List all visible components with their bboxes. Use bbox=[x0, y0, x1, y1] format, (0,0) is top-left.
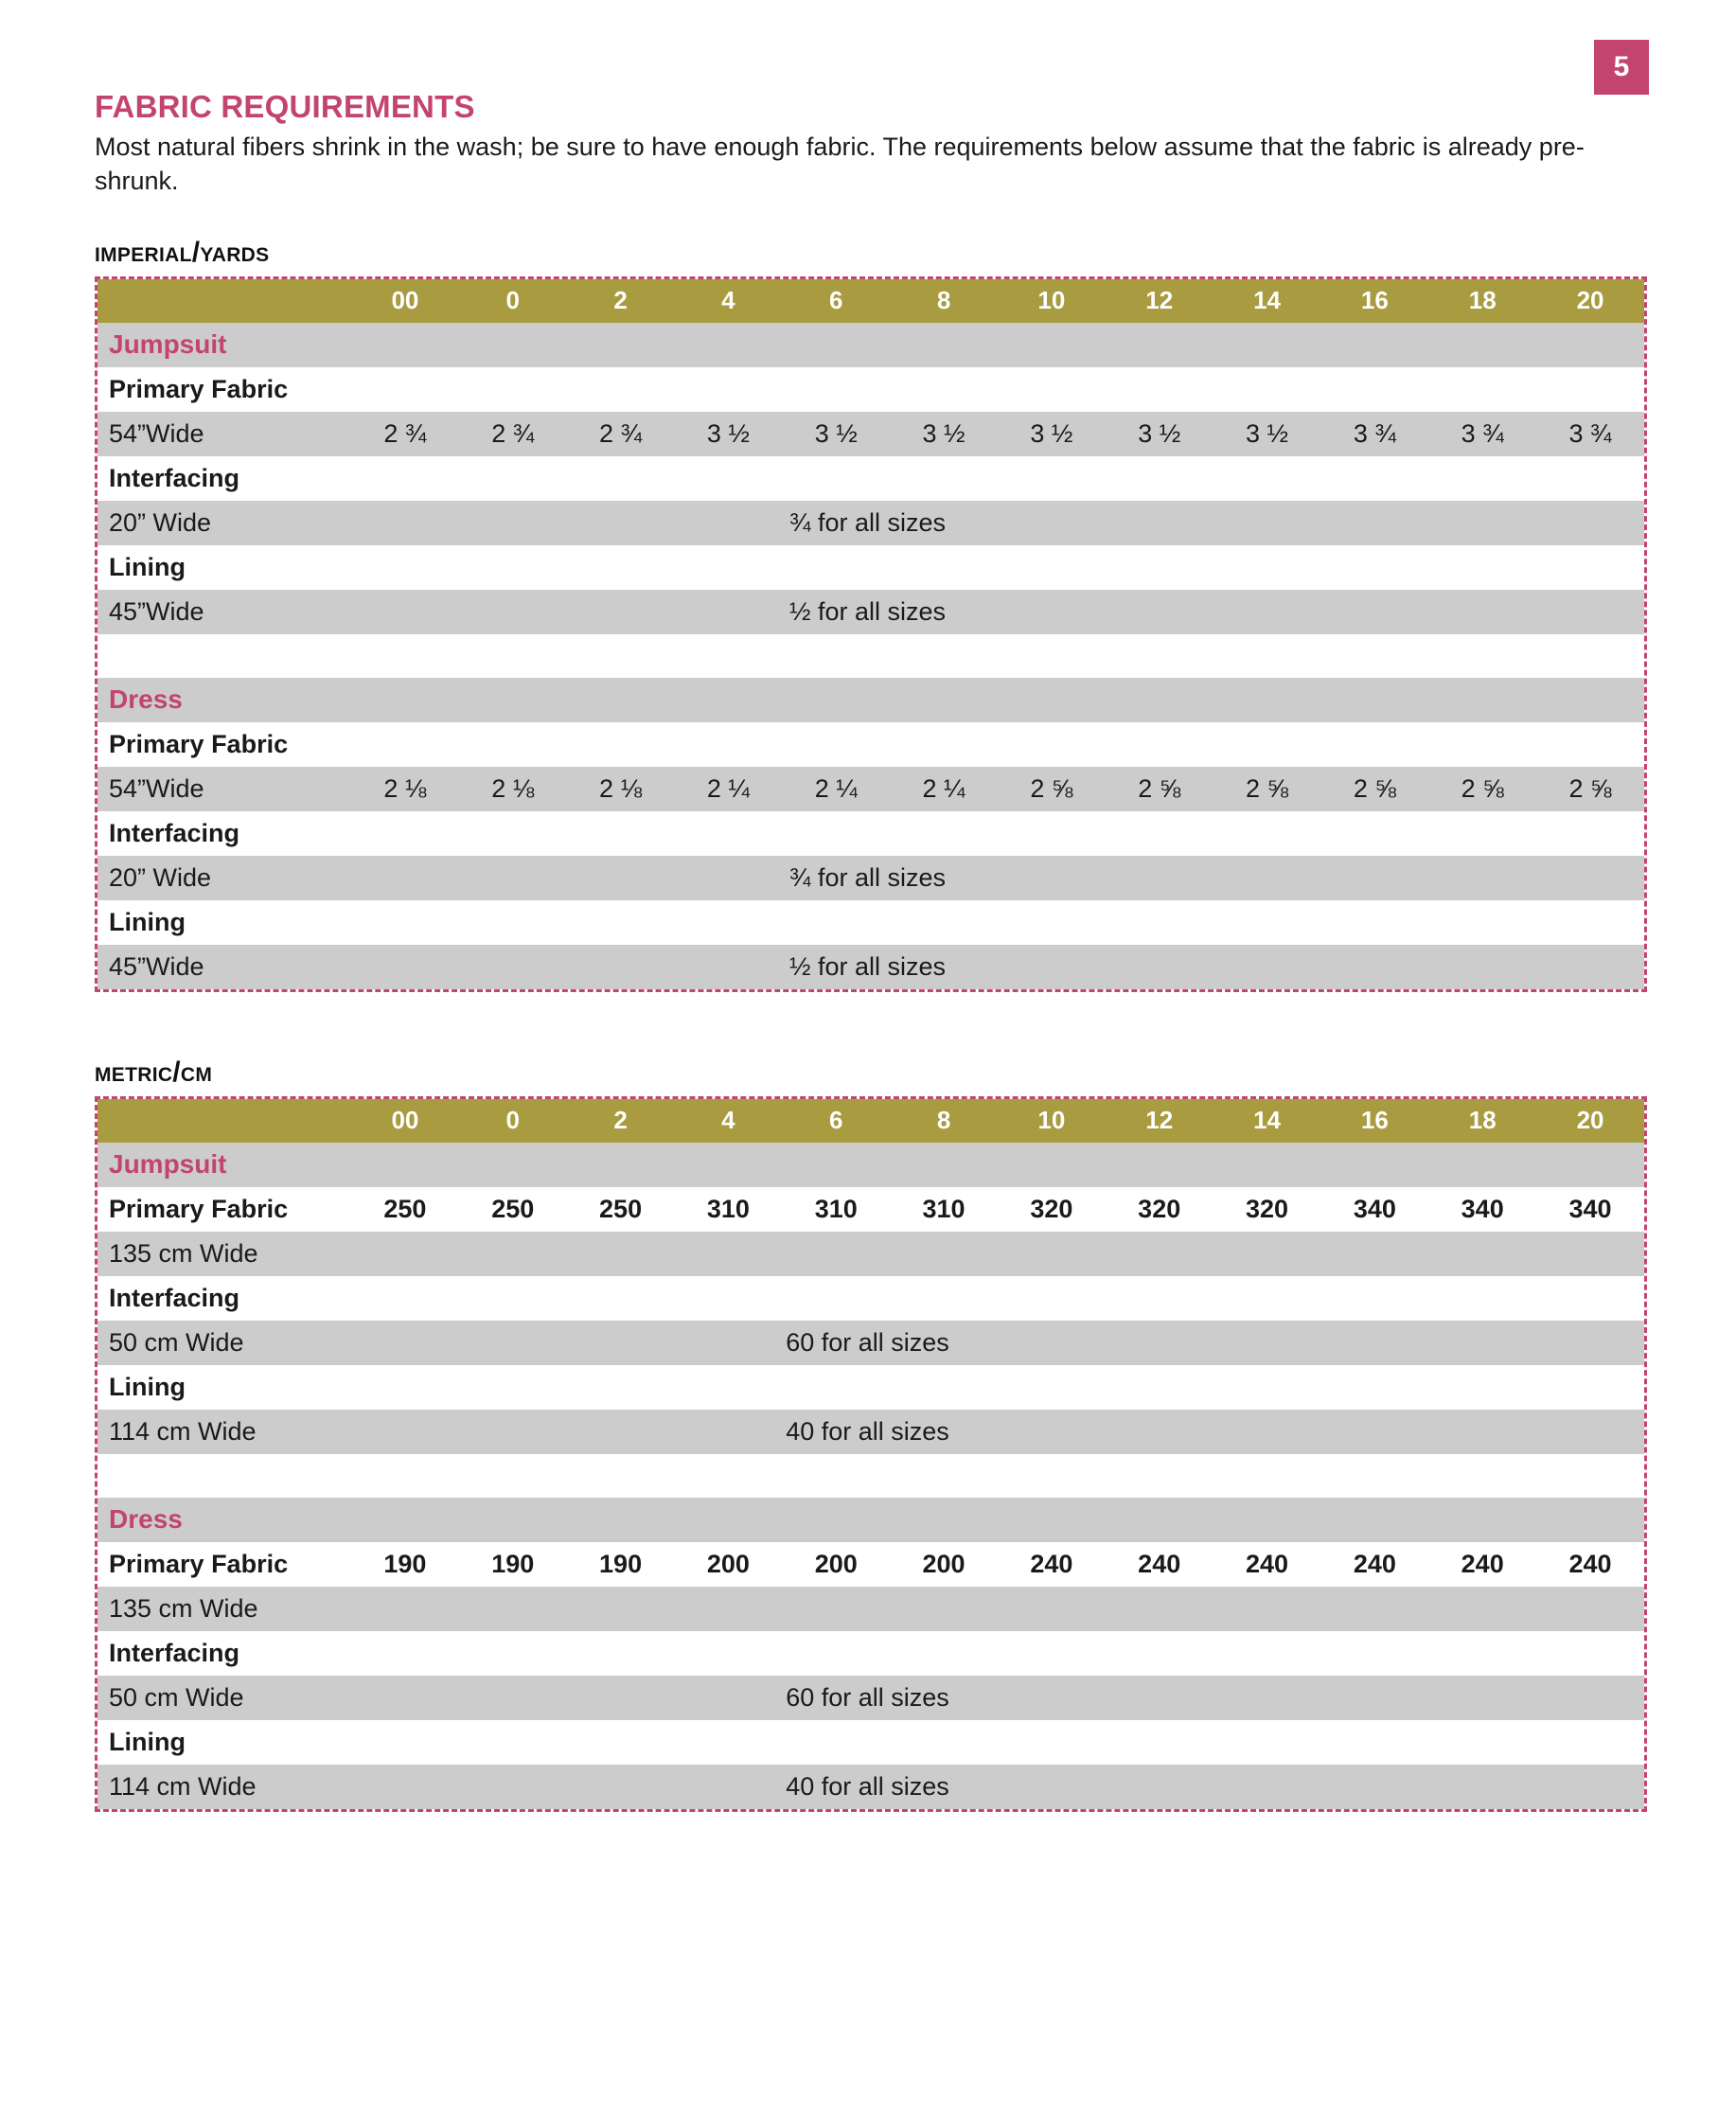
fabric-all-sizes-value: ½ for all sizes bbox=[788, 951, 947, 981]
fabric-value-cell: 2 ⅝ bbox=[1461, 773, 1504, 803]
fabric-width-label: 20” Wide bbox=[109, 507, 212, 537]
fabric-width-label: 20” Wide bbox=[109, 862, 212, 892]
fabric-value-cell: 200 bbox=[814, 1549, 858, 1578]
fabric-value-cell: 320 bbox=[1246, 1194, 1289, 1223]
fabric-group-row bbox=[97, 900, 1644, 945]
size-header-row bbox=[97, 1099, 1644, 1143]
fabric-width-label: 50 cm Wide bbox=[109, 1682, 244, 1712]
fabric-value-cell: 310 bbox=[706, 1194, 750, 1223]
page-number-badge bbox=[1594, 40, 1649, 95]
fabric-data-row bbox=[97, 501, 1644, 545]
fabric-group-label: Lining bbox=[109, 552, 186, 581]
fabric-width-label: 45”Wide bbox=[109, 596, 204, 626]
fabric-group-label: Interfacing bbox=[109, 463, 240, 492]
section-spacer bbox=[97, 634, 1644, 678]
fabric-value-cell: 3 ½ bbox=[1246, 418, 1289, 448]
garment-section-header bbox=[97, 1498, 1644, 1542]
fabric-value-cell: 2 ⅝ bbox=[1030, 773, 1073, 803]
page-number-label: 5 bbox=[1613, 51, 1630, 82]
size-header-cell: 6 bbox=[828, 286, 843, 315]
fabric-value-cell: 3 ¾ bbox=[1568, 418, 1612, 448]
size-header-row bbox=[97, 279, 1644, 323]
fabric-value-cell: 340 bbox=[1461, 1194, 1504, 1223]
fabric-group-label: Interfacing bbox=[109, 818, 240, 847]
fabric-width-label: 114 cm Wide bbox=[109, 1416, 257, 1446]
fabric-group-label: Primary Fabric bbox=[109, 374, 289, 403]
fabric-data-row bbox=[97, 1410, 1644, 1454]
size-header-cell: 20 bbox=[1576, 286, 1604, 315]
size-header-cell: 20 bbox=[1576, 1106, 1604, 1135]
size-header-cell: 8 bbox=[936, 1106, 951, 1135]
fabric-group-label: Primary Fabric bbox=[109, 729, 289, 758]
fabric-data-row bbox=[97, 856, 1644, 900]
fabric-value-cell: 240 bbox=[1353, 1549, 1396, 1578]
garment-section-header bbox=[97, 323, 1644, 367]
garment-name: Dress bbox=[109, 1504, 183, 1535]
fabric-value-cell: 250 bbox=[491, 1194, 535, 1223]
fabric-table bbox=[95, 1096, 1647, 1812]
size-header-cell: 2 bbox=[613, 286, 628, 315]
page-content bbox=[95, 90, 1647, 1812]
fabric-group-row bbox=[97, 1365, 1644, 1410]
size-header-cell: 10 bbox=[1037, 1106, 1066, 1135]
fabric-value-cell: 2 ⅛ bbox=[599, 773, 643, 803]
fabric-all-sizes-value: 40 for all sizes bbox=[786, 1771, 949, 1801]
size-header-cell: 00 bbox=[391, 286, 419, 315]
fabric-data-row bbox=[97, 412, 1644, 456]
fabric-value-cell: 250 bbox=[599, 1194, 643, 1223]
fabric-all-sizes-value: 60 for all sizes bbox=[786, 1327, 949, 1357]
fabric-width-label: 45”Wide bbox=[109, 951, 204, 981]
fabric-table bbox=[95, 276, 1647, 992]
fabric-value-cell: 310 bbox=[922, 1194, 965, 1223]
fabric-value-cell: 3 ½ bbox=[1030, 418, 1073, 448]
fabric-width-label: 135 cm Wide bbox=[109, 1593, 258, 1623]
fabric-width-label: 54”Wide bbox=[109, 418, 204, 448]
fabric-value-cell: 240 bbox=[1246, 1549, 1289, 1578]
fabric-group-label: Lining bbox=[109, 1372, 186, 1401]
fabric-value-cell: 2 ¼ bbox=[706, 773, 750, 803]
garment-name: Dress bbox=[109, 684, 183, 715]
fabric-value-cell: 190 bbox=[599, 1549, 643, 1578]
garment-name: Jumpsuit bbox=[109, 329, 227, 360]
fabric-value-cell: 3 ¾ bbox=[1461, 418, 1504, 448]
fabric-group-label: Primary Fabric bbox=[109, 1194, 289, 1223]
fabric-group-row bbox=[97, 545, 1644, 590]
fabric-value-cell: 250 bbox=[383, 1194, 427, 1223]
fabric-group-row bbox=[97, 722, 1644, 767]
fabric-group-label: Lining bbox=[109, 907, 186, 936]
fabric-all-sizes-value: ¾ for all sizes bbox=[788, 862, 947, 892]
fabric-width-label: 54”Wide bbox=[109, 773, 204, 803]
fabric-width-row bbox=[97, 1232, 1644, 1276]
table-spacer bbox=[95, 992, 1647, 1056]
fabric-width-label: 114 cm Wide bbox=[109, 1771, 257, 1801]
fabric-data-row bbox=[97, 767, 1644, 811]
size-header-cell: 18 bbox=[1468, 1106, 1497, 1135]
size-header-cell: 12 bbox=[1145, 1106, 1174, 1135]
size-header-cell: 00 bbox=[391, 1106, 419, 1135]
fabric-value-cell: 2 ⅝ bbox=[1568, 773, 1612, 803]
fabric-group-row bbox=[97, 456, 1644, 501]
fabric-group-row bbox=[97, 1276, 1644, 1321]
fabric-group-row bbox=[97, 1720, 1644, 1765]
fabric-value-cell: 320 bbox=[1030, 1194, 1073, 1223]
fabric-value-cell: 190 bbox=[383, 1549, 427, 1578]
table-title: imperial/yards bbox=[95, 236, 270, 268]
fabric-value-cell: 240 bbox=[1461, 1549, 1504, 1578]
fabric-value-cell: 2 ⅛ bbox=[491, 773, 535, 803]
size-header-cell: 0 bbox=[505, 286, 520, 315]
fabric-value-cell: 240 bbox=[1568, 1549, 1612, 1578]
fabric-value-cell: 3 ½ bbox=[706, 418, 750, 448]
fabric-value-cell: 2 ¾ bbox=[491, 418, 535, 448]
garment-section-header bbox=[97, 1143, 1644, 1187]
fabric-group-label: Interfacing bbox=[109, 1638, 240, 1667]
size-header-cell: 4 bbox=[721, 1106, 735, 1135]
fabric-value-cell: 200 bbox=[706, 1549, 750, 1578]
fabric-all-sizes-value: ¾ for all sizes bbox=[788, 507, 947, 537]
fabric-value-cell: 310 bbox=[814, 1194, 858, 1223]
fabric-group-label: Interfacing bbox=[109, 1283, 240, 1312]
size-header-cell: 18 bbox=[1468, 286, 1497, 315]
size-header-cell: 14 bbox=[1253, 1106, 1281, 1135]
fabric-value-cell: 240 bbox=[1030, 1549, 1073, 1578]
size-header-cell: 16 bbox=[1360, 1106, 1389, 1135]
fabric-value-cell: 2 ⅝ bbox=[1246, 773, 1289, 803]
fabric-value-cell: 340 bbox=[1353, 1194, 1396, 1223]
fabric-value-cell: 2 ¼ bbox=[922, 773, 965, 803]
fabric-data-row bbox=[97, 590, 1644, 634]
fabric-data-row bbox=[97, 1321, 1644, 1365]
fabric-all-sizes-value: 40 for all sizes bbox=[786, 1416, 949, 1446]
fabric-value-cell: 340 bbox=[1568, 1194, 1612, 1223]
fabric-data-row bbox=[97, 1676, 1644, 1720]
fabric-width-label: 135 cm Wide bbox=[109, 1238, 258, 1268]
fabric-group-row bbox=[97, 1631, 1644, 1676]
fabric-all-sizes-value: 60 for all sizes bbox=[786, 1682, 949, 1712]
size-header-cell: 0 bbox=[505, 1106, 520, 1135]
fabric-value-cell: 3 ¾ bbox=[1353, 418, 1396, 448]
size-header-cell: 4 bbox=[721, 286, 735, 315]
fabric-value-cell: 2 ⅝ bbox=[1138, 773, 1181, 803]
fabric-data-row bbox=[97, 945, 1644, 989]
size-header-cell: 16 bbox=[1360, 286, 1389, 315]
garment-name: Jumpsuit bbox=[109, 1149, 227, 1180]
intro-paragraph: Most natural fibers shrink in the wash; be sure to have enough fabric. The requirements below assume that the fabric is already pre-shrunk. bbox=[95, 133, 1585, 196]
table-title: metric/cm bbox=[95, 1056, 213, 1088]
fabric-data-row bbox=[97, 1765, 1644, 1809]
fabric-value-cell: 2 ¼ bbox=[814, 773, 858, 803]
fabric-all-sizes-value: ½ for all sizes bbox=[788, 596, 947, 626]
size-header-cell: 6 bbox=[828, 1106, 843, 1135]
size-header-cell: 14 bbox=[1253, 286, 1281, 315]
fabric-value-cell: 3 ½ bbox=[1138, 418, 1181, 448]
fabric-values-row bbox=[97, 1542, 1644, 1587]
fabric-group-row bbox=[97, 367, 1644, 412]
garment-section-header bbox=[97, 678, 1644, 722]
fabric-value-cell: 200 bbox=[922, 1549, 965, 1578]
fabric-value-cell: 190 bbox=[491, 1549, 535, 1578]
fabric-value-cell: 2 ⅛ bbox=[383, 773, 427, 803]
fabric-value-cell: 240 bbox=[1138, 1549, 1181, 1578]
fabric-tables-container bbox=[95, 199, 1647, 1812]
fabric-group-label: Lining bbox=[109, 1727, 186, 1756]
fabric-values-row bbox=[97, 1187, 1644, 1232]
fabric-value-cell: 3 ½ bbox=[814, 418, 858, 448]
fabric-value-cell: 2 ¾ bbox=[383, 418, 427, 448]
fabric-value-cell: 2 ⅝ bbox=[1353, 773, 1396, 803]
fabric-width-label: 50 cm Wide bbox=[109, 1327, 244, 1357]
page-title: FABRIC REQUIREMENTS bbox=[95, 89, 475, 124]
fabric-value-cell: 320 bbox=[1138, 1194, 1181, 1223]
size-header-cell: 12 bbox=[1145, 286, 1174, 315]
size-header-cell: 2 bbox=[613, 1106, 628, 1135]
size-header-cell: 10 bbox=[1037, 286, 1066, 315]
size-header-cell: 8 bbox=[936, 286, 951, 315]
fabric-value-cell: 3 ½ bbox=[922, 418, 965, 448]
fabric-group-row bbox=[97, 811, 1644, 856]
section-spacer bbox=[97, 1454, 1644, 1498]
fabric-width-row bbox=[97, 1587, 1644, 1631]
table-spacer bbox=[95, 199, 1647, 237]
fabric-value-cell: 2 ¾ bbox=[599, 418, 643, 448]
fabric-group-label: Primary Fabric bbox=[109, 1549, 289, 1578]
